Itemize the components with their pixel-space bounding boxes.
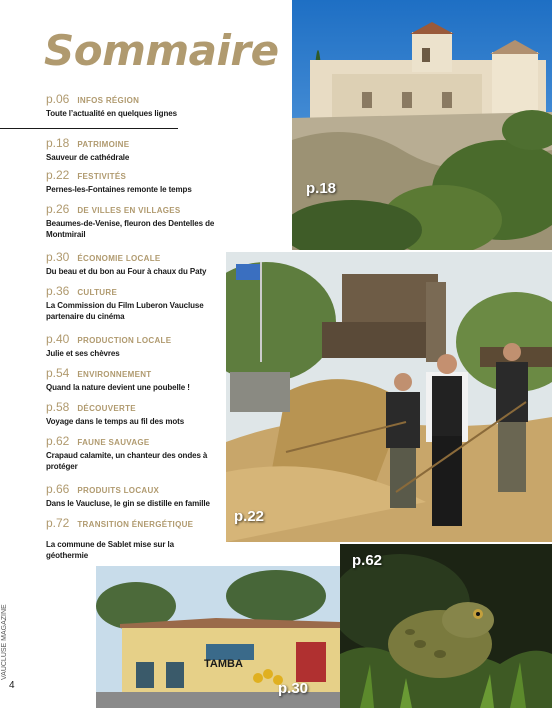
toc-page: p.54 [46, 366, 70, 380]
toc-page: p.40 [46, 332, 70, 346]
harvest-image [226, 252, 552, 542]
toc-page: p.06 [46, 92, 70, 106]
toc-category: DE VILLES EN VILLAGES [77, 206, 181, 215]
toc-category: CULTURE [77, 288, 118, 297]
toc-entry[interactable] [46, 400, 216, 428]
toc-entry[interactable] [46, 332, 216, 360]
toc-entry[interactable] [46, 434, 216, 473]
toc-category: FESTIVITÉS [77, 172, 127, 181]
toc-page: p.26 [46, 202, 70, 216]
toc-page: p.36 [46, 284, 70, 298]
toc-description: Voyage dans le temps au fil des mots [46, 417, 185, 426]
toc-page: p.72 [46, 516, 70, 530]
toc-description: Quand la nature devient une poubelle ! [46, 383, 190, 392]
chapel-image [292, 0, 552, 250]
toc-category: DÉCOUVERTE [77, 404, 136, 413]
toc-description: Julie et ses chèvres [46, 349, 120, 358]
toc-description: Du beau et du bon au Four à chaux du Paty [46, 267, 207, 276]
toc-category: PATRIMOINE [77, 140, 130, 149]
toc-category: ÉCONOMIE LOCALE [77, 254, 161, 263]
toc-description: Crapaud calamite, un chanteur des ondes à protéger [46, 451, 208, 471]
harvest-photo[interactable] [226, 252, 552, 542]
page-number: 4 [9, 680, 15, 691]
toc-entry[interactable] [46, 92, 216, 120]
shop-sign: TAMBA [204, 658, 243, 670]
toc-description: Pernes-les-Fontaines remonte le temps [46, 185, 192, 194]
toc-category: INFOS RÉGION [77, 96, 140, 105]
toc-entry[interactable] [46, 366, 216, 394]
toc-entry[interactable] [46, 284, 216, 323]
toc-entry[interactable] [46, 168, 216, 196]
toc-entry[interactable] [46, 516, 216, 562]
photo-page-tag: p.30 [278, 680, 309, 697]
toc-page: p.18 [46, 136, 70, 150]
shop-photo[interactable] [96, 566, 340, 708]
toc-entry[interactable] [46, 136, 216, 164]
toc-description: Dans le Vaucluse, le gin se distille en famille [46, 499, 210, 508]
toc-entry[interactable] [46, 482, 216, 510]
photo-page-tag: p.18 [306, 180, 337, 197]
chapel-photo[interactable] [292, 0, 552, 250]
photo-page-tag: p.22 [234, 508, 265, 525]
toc-page: p.66 [46, 482, 70, 496]
toad-photo[interactable] [340, 544, 552, 708]
toc-description: Sauveur de cathédrale [46, 153, 130, 162]
toc-page: p.22 [46, 168, 70, 182]
magazine-side-label: VAUCLUSE MAGAZINE [1, 604, 8, 680]
page-title: Sommaire [44, 26, 279, 75]
toc-category: PRODUCTION LOCALE [77, 336, 172, 345]
toc-entry[interactable] [46, 250, 216, 278]
divider-rule [0, 128, 178, 129]
toc-description: La commune de Sablet mise sur la géothermie [46, 540, 174, 560]
photo-page-tag: p.62 [352, 552, 383, 569]
toc-page: p.62 [46, 434, 70, 448]
toc-entry[interactable] [46, 202, 216, 241]
toc-category: TRANSITION ÉNERGÉTIQUE [77, 520, 194, 529]
toc-category: PRODUITS LOCAUX [77, 486, 160, 495]
toc-description: Toute l’actualité en quelques lignes [46, 109, 177, 118]
toc-description: Beaumes-de-Venise, fleuron des Dentelles de Montmirail [46, 219, 215, 239]
toc-page: p.58 [46, 400, 70, 414]
toc-description: La Commission du Film Luberon Vaucluse partenaire du cinéma [46, 301, 204, 321]
toc-category: ENVIRONNEMENT [77, 370, 152, 379]
toc-category: FAUNE SAUVAGE [77, 438, 150, 447]
toc-page: p.30 [46, 250, 70, 264]
